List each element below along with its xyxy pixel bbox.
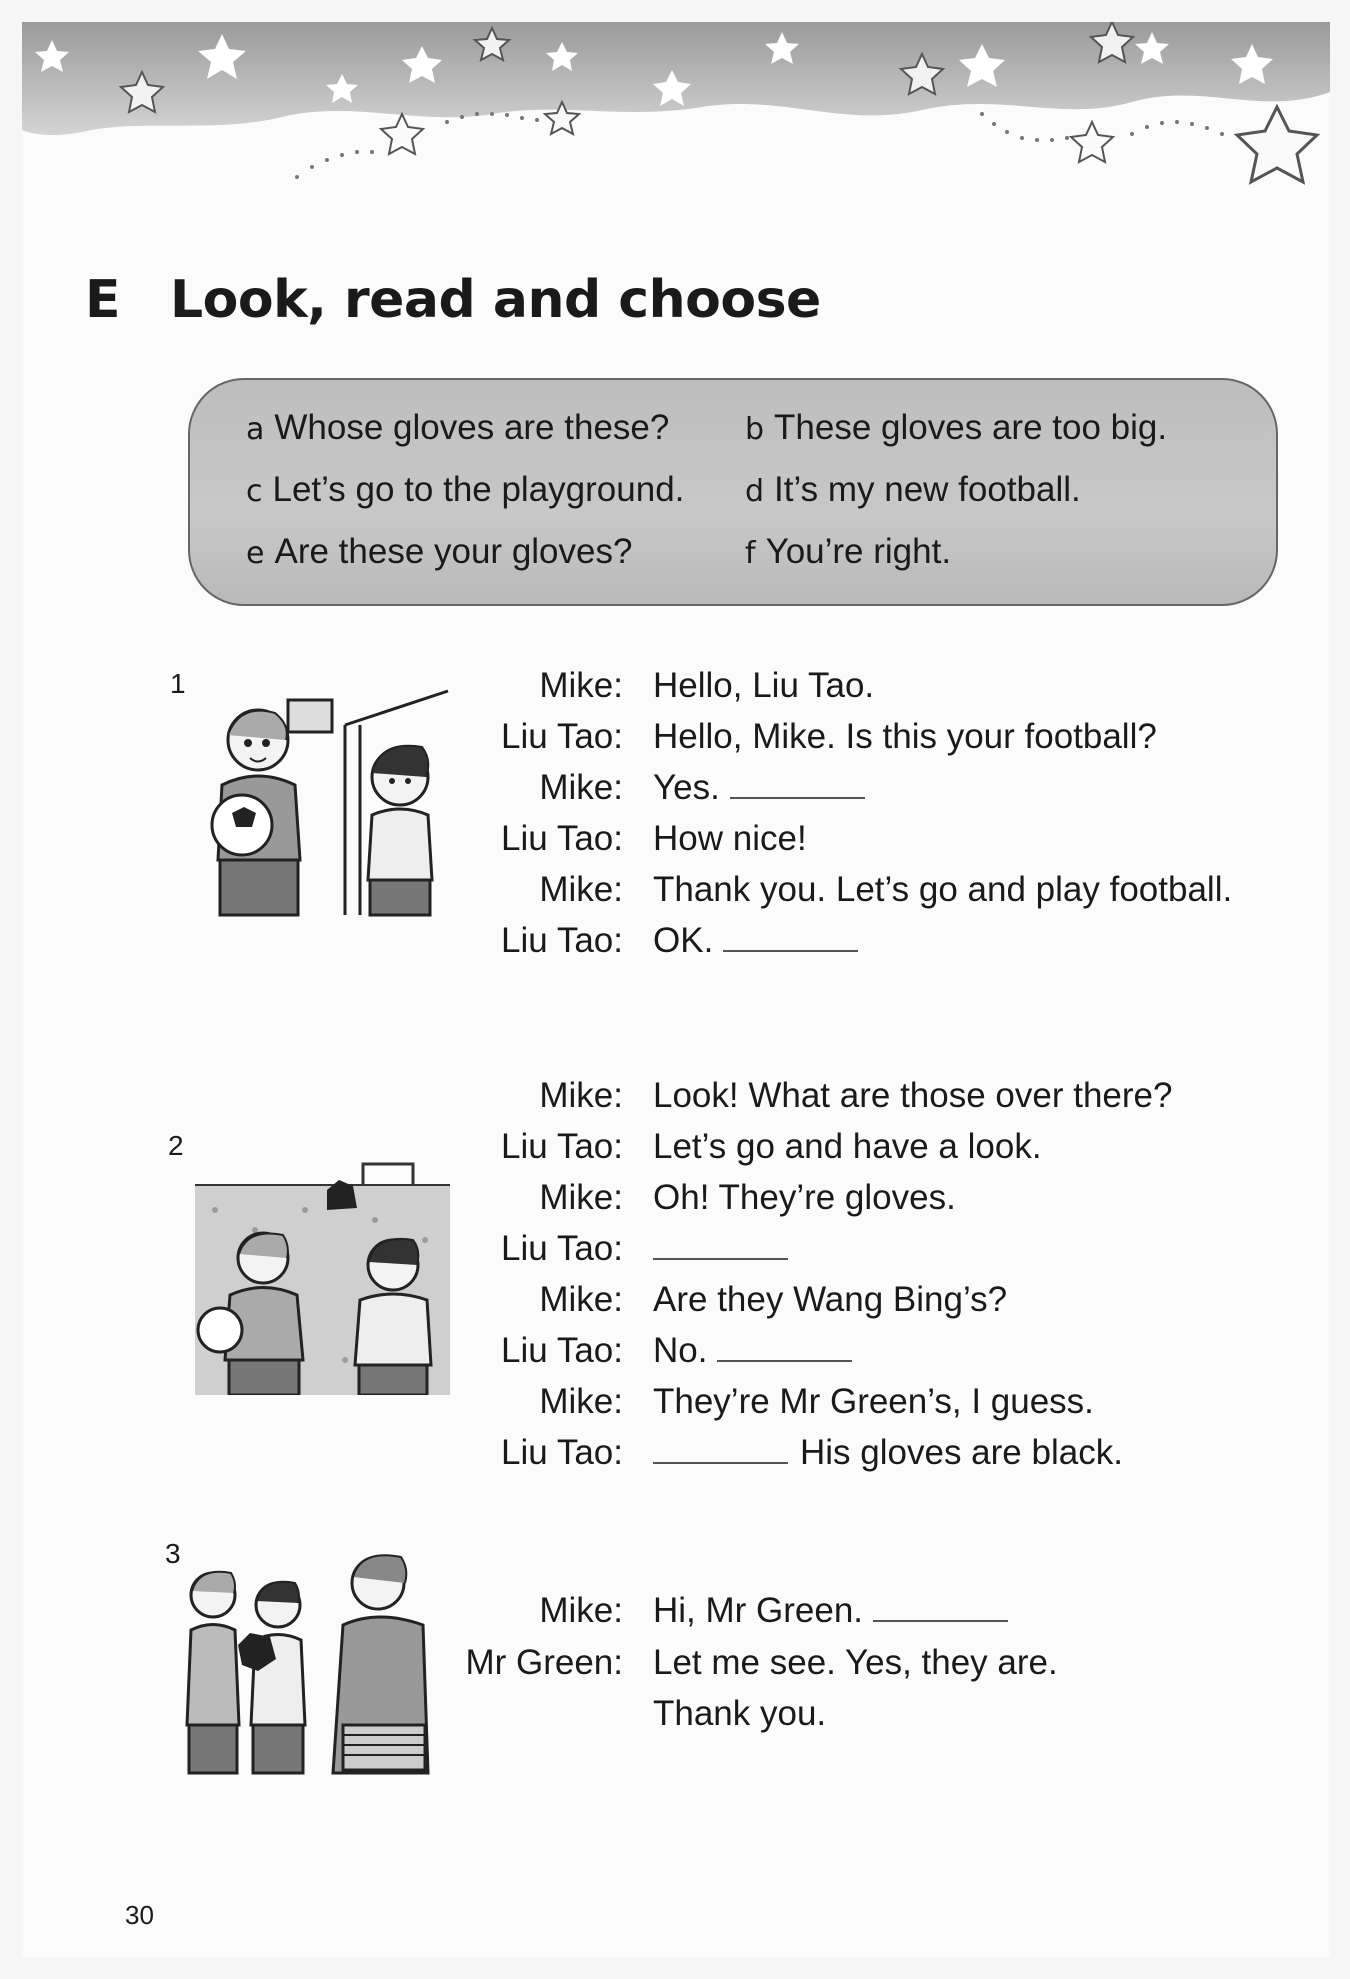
dialogue-line [0, 1382, 1350, 1426]
line-text: No. [653, 1331, 708, 1370]
answer-options-box [188, 378, 1278, 606]
speaker-label: Liu Tao: [501, 819, 623, 858]
dialogue-line [0, 1591, 1350, 1635]
line-text: Let’s go and have a look. [653, 1127, 1042, 1166]
speaker-label: Mike: [539, 1076, 623, 1115]
line-text: Thank you. Let’s go and play football. [653, 870, 1233, 909]
speaker-label: Liu Tao: [501, 921, 623, 960]
line-text: Thank you. [653, 1694, 827, 1733]
option-e: e Are these your gloves? [246, 532, 633, 571]
line-text: Oh! They’re gloves. [653, 1178, 956, 1217]
dialogue-line [0, 1076, 1350, 1120]
line-text: They’re Mr Green’s, I guess. [653, 1382, 1094, 1421]
option-f: f You’re right. [745, 532, 952, 571]
answer-blank[interactable] [730, 797, 865, 799]
section-letter: E [85, 270, 121, 330]
dialogue-number: 2 [168, 1130, 184, 1161]
dialogue-number: 3 [165, 1538, 181, 1569]
page-number: 30 [125, 1900, 154, 1930]
speaker-label: Mike: [539, 666, 623, 705]
line-text: Hi, Mr Green. [653, 1591, 864, 1630]
section-heading [85, 270, 821, 330]
line-text: His gloves are black. [800, 1433, 1123, 1472]
dialogue-line [0, 1229, 1350, 1273]
speaker-label: Liu Tao: [501, 1229, 623, 1268]
option-c: c Let’s go to the playground. [246, 470, 685, 509]
speaker-label: Mike: [539, 1178, 623, 1217]
speaker-label: Mike: [539, 1280, 623, 1319]
line-text: Are they Wang Bing’s? [653, 1280, 1008, 1319]
answer-blank[interactable] [717, 1360, 852, 1362]
dialogue-line [0, 870, 1350, 914]
option-a: a Whose gloves are these? [246, 408, 670, 447]
dialogue-line [0, 1643, 1350, 1687]
line-text: Yes. [653, 768, 720, 807]
line-text: Let me see. Yes, they are. [653, 1643, 1058, 1682]
speaker-label: Liu Tao: [501, 1433, 623, 1472]
dialogue-line [0, 1127, 1350, 1171]
speaker-label: Mike: [539, 1591, 623, 1630]
speaker-label: Liu Tao: [501, 1127, 623, 1166]
speaker-label: Mr Green: [465, 1643, 623, 1682]
dialogue-line [0, 666, 1350, 710]
dialogue-line [0, 768, 1350, 812]
star-banner [22, 22, 1330, 212]
answer-blank[interactable] [723, 950, 858, 952]
answer-blank[interactable] [873, 1620, 1008, 1622]
dialogue-line [0, 1694, 1350, 1738]
answer-blank[interactable] [653, 1462, 788, 1464]
dialogue-line [0, 1433, 1350, 1477]
dialogue-line [0, 1178, 1350, 1222]
section-title: Look, read and choose [170, 270, 821, 330]
speaker-label: Mike: [539, 1382, 623, 1421]
line-text: How nice! [653, 819, 807, 858]
dialogue-line [0, 1280, 1350, 1324]
line-text: Hello, Mike. Is this your football? [653, 717, 1157, 756]
line-text: Hello, Liu Tao. [653, 666, 875, 705]
dialogue-line [0, 921, 1350, 965]
speaker-label: Liu Tao: [501, 717, 623, 756]
dialogue-line [0, 819, 1350, 863]
line-text: Look! What are those over there? [653, 1076, 1173, 1115]
option-d: d It’s my new football. [745, 470, 1081, 509]
speaker-label: Liu Tao: [501, 1331, 623, 1370]
line-text: OK. [653, 921, 714, 960]
dialogue-line [0, 1331, 1350, 1375]
speaker-label: Mike: [539, 870, 623, 909]
option-b: b These gloves are too big. [745, 408, 1168, 447]
answer-blank[interactable] [653, 1258, 788, 1260]
speaker-label: Mike: [539, 768, 623, 807]
dialogue-number: 1 [170, 668, 186, 699]
dialogue-line [0, 717, 1350, 761]
